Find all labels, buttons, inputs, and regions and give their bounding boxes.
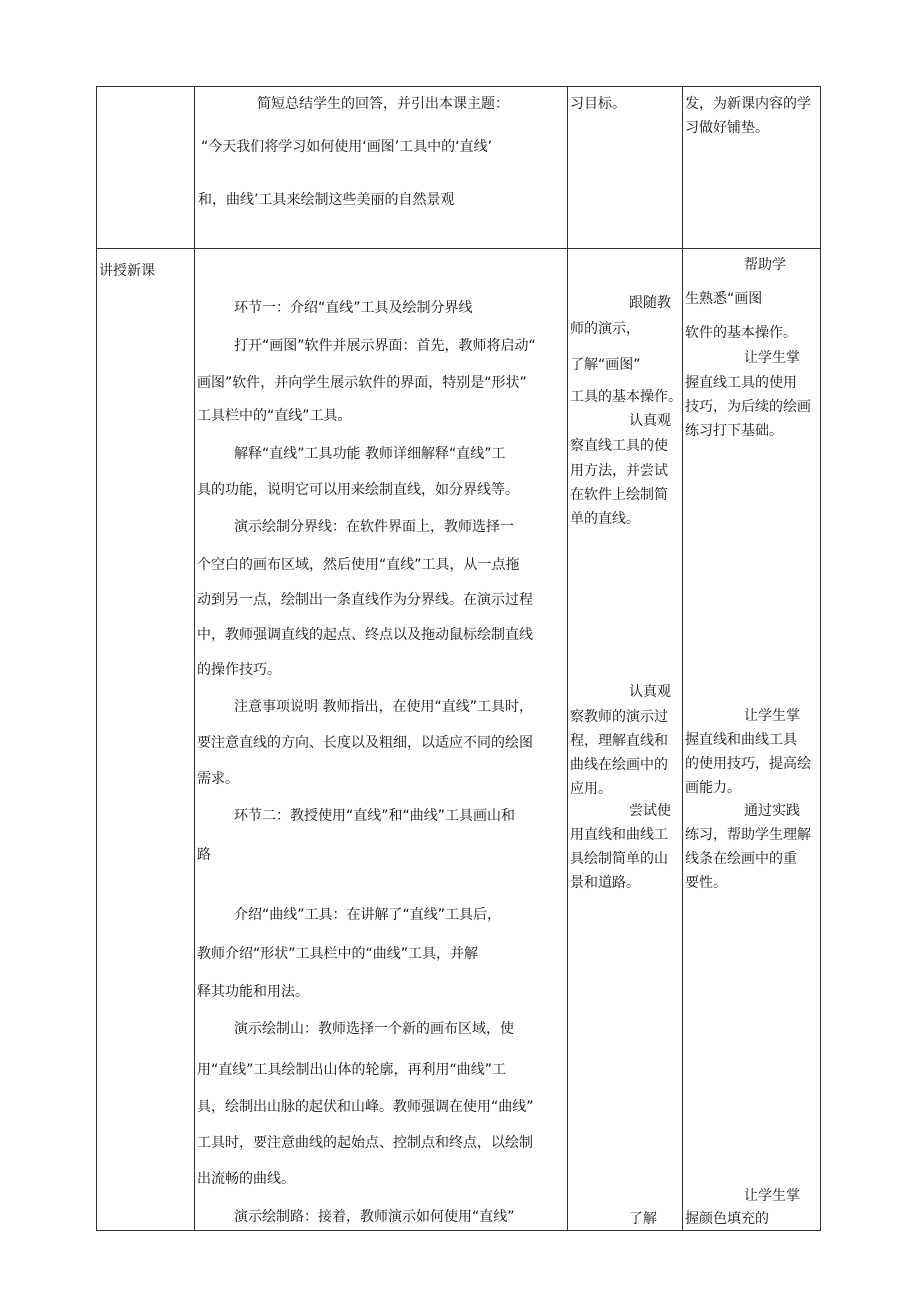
- content-line: 需求。: [197, 771, 239, 787]
- intent-line: 发，为新课内容的学: [685, 96, 811, 112]
- intent-line: 握直线工具的使用: [685, 375, 797, 391]
- content-line: 打开“画图”软件并展示界面：首先，教师将启动“: [234, 338, 536, 354]
- intent-line: 帮助学: [744, 257, 786, 273]
- intent-line: 练习打下基础。: [685, 423, 783, 439]
- table-right-border: [820, 86, 821, 1231]
- intent-line: 让学生掌: [744, 350, 800, 366]
- content-line: 介绍“曲线”工具：在讲解了“直线”工具后，: [234, 907, 502, 923]
- student-line: 工具的基本操作。: [570, 389, 682, 405]
- content-line: 用“直线”工具绘制出山体的轮廓，再利用“曲线”工: [197, 1062, 507, 1078]
- column-divider-3: [682, 86, 683, 1231]
- content-line: 环节一：介绍“直线”工具及绘制分界线: [234, 300, 473, 316]
- content-line: 的操作技巧。: [197, 662, 281, 678]
- column-divider-2: [567, 86, 568, 1231]
- content-line: 路: [197, 847, 211, 863]
- intent-line: 画能力。: [685, 780, 741, 796]
- intent-line: 握直线和曲线工具: [685, 732, 797, 748]
- content-line: 教师介绍“形状”工具栏中的“曲线”工具，并解: [197, 946, 479, 962]
- student-line: 用方法，并尝试: [570, 463, 668, 479]
- student-line: 应用。: [570, 781, 612, 797]
- student-line: 察教师的演示过: [570, 709, 668, 725]
- content-line: 动到另一点，绘制出一条直线作为分界线。在演示过程: [197, 592, 533, 608]
- content-line: 中，教师强调直线的起点、终点以及拖动鼠标绘制直线: [197, 627, 533, 643]
- intent-line: 线条在绘画中的重: [685, 851, 797, 867]
- student-line: 具绘制简单的山: [570, 851, 668, 867]
- intent-line: 握颜色填充的: [685, 1211, 769, 1227]
- content-line: 工具栏中的“直线”工具。: [197, 408, 352, 424]
- content-line: 简短总结学生的回答，并引出本课主题：: [257, 96, 509, 112]
- student-line: 尝试使: [629, 803, 671, 819]
- content-line: 具，绘制出山脉的起伏和山峰。教师强调在使用“曲线”: [197, 1099, 534, 1115]
- content-line: 演示绘制分界线：在软件界面上，教师选择一: [234, 519, 514, 535]
- student-line: 认真观: [629, 413, 671, 429]
- content-line: 工具时，要注意曲线的起始点、控制点和终点，以绘制: [197, 1135, 533, 1151]
- student-line: 师的演示，: [570, 321, 640, 337]
- intent-line: 要性。: [685, 875, 727, 891]
- student-line: 单的直线。: [570, 511, 640, 527]
- content-line: 和，曲线’工具来绘制这些美丽的自然景观: [198, 192, 455, 208]
- student-line: 认真观: [629, 684, 671, 700]
- student-line: 曲线在绘画中的: [570, 757, 668, 773]
- content-line: 要注意直线的方向、长度以及粗细，以适应不同的绘图: [197, 735, 533, 751]
- intent-line: 习做好铺垫。: [685, 120, 769, 136]
- student-line: 景和道路。: [570, 875, 640, 891]
- intent-line: 练习，帮助学生理解: [685, 827, 811, 843]
- content-line: 画图”软件，并向学生展示软件的界面，特别是“形状”: [197, 375, 527, 391]
- student-line: 用直线和曲线工: [570, 827, 668, 843]
- student-line: 程，理解直线和: [570, 733, 668, 749]
- table-left-border: [96, 86, 97, 1231]
- table-bottom-border: [96, 1230, 821, 1231]
- content-line: 注意事项说明 教师指出，在使用“直线”工具时，: [234, 699, 533, 715]
- intent-line: 的使用技巧，提高绘: [685, 756, 811, 772]
- content-line: 环节二：教授使用“直线”和“曲线”工具画山和: [234, 808, 516, 824]
- content-line: 演示绘制山：教师选择一个新的画布区域，使: [234, 1021, 514, 1037]
- content-line: 具的功能，说明它可以用来绘制直线，如分界线等。: [197, 482, 519, 498]
- content-line: 出流畅的曲线。: [197, 1171, 295, 1187]
- student-line: 跟随教: [629, 295, 671, 311]
- intent-line: 让学生掌: [744, 708, 800, 724]
- content-line: “今天我们将学习如何使用‘画图’工具中的‘直线’: [201, 139, 493, 155]
- content-line: 释其功能和用法。: [197, 984, 309, 1000]
- student-line: 了解“画图”: [570, 357, 641, 373]
- intent-line: 软件的基本操作。: [685, 325, 797, 341]
- content-line: 演示绘制路：接着，教师演示如何使用“直线”: [234, 1209, 515, 1225]
- table-top-border: [96, 86, 821, 87]
- student-line: 习目标。: [570, 96, 626, 112]
- column-divider-1: [194, 86, 195, 1231]
- student-line: 在软件上绘制简: [570, 487, 668, 503]
- intent-line: 生熟悉“画图: [685, 291, 763, 307]
- intent-line: 通过实践: [744, 803, 800, 819]
- content-line: 解释“直线”工具功能 教师详细解释“直线”工: [234, 446, 506, 462]
- stage-label: 讲授新课: [99, 263, 155, 279]
- student-line: 了解: [629, 1211, 657, 1227]
- student-line: 察直线工具的使: [570, 438, 668, 454]
- intent-line: 让学生掌: [744, 1188, 800, 1204]
- intent-line: 技巧，为后续的绘画: [685, 399, 811, 415]
- content-line: 个空白的画布区域，然后使用“直线”工具，从一点拖: [197, 557, 520, 573]
- row-divider: [96, 248, 821, 249]
